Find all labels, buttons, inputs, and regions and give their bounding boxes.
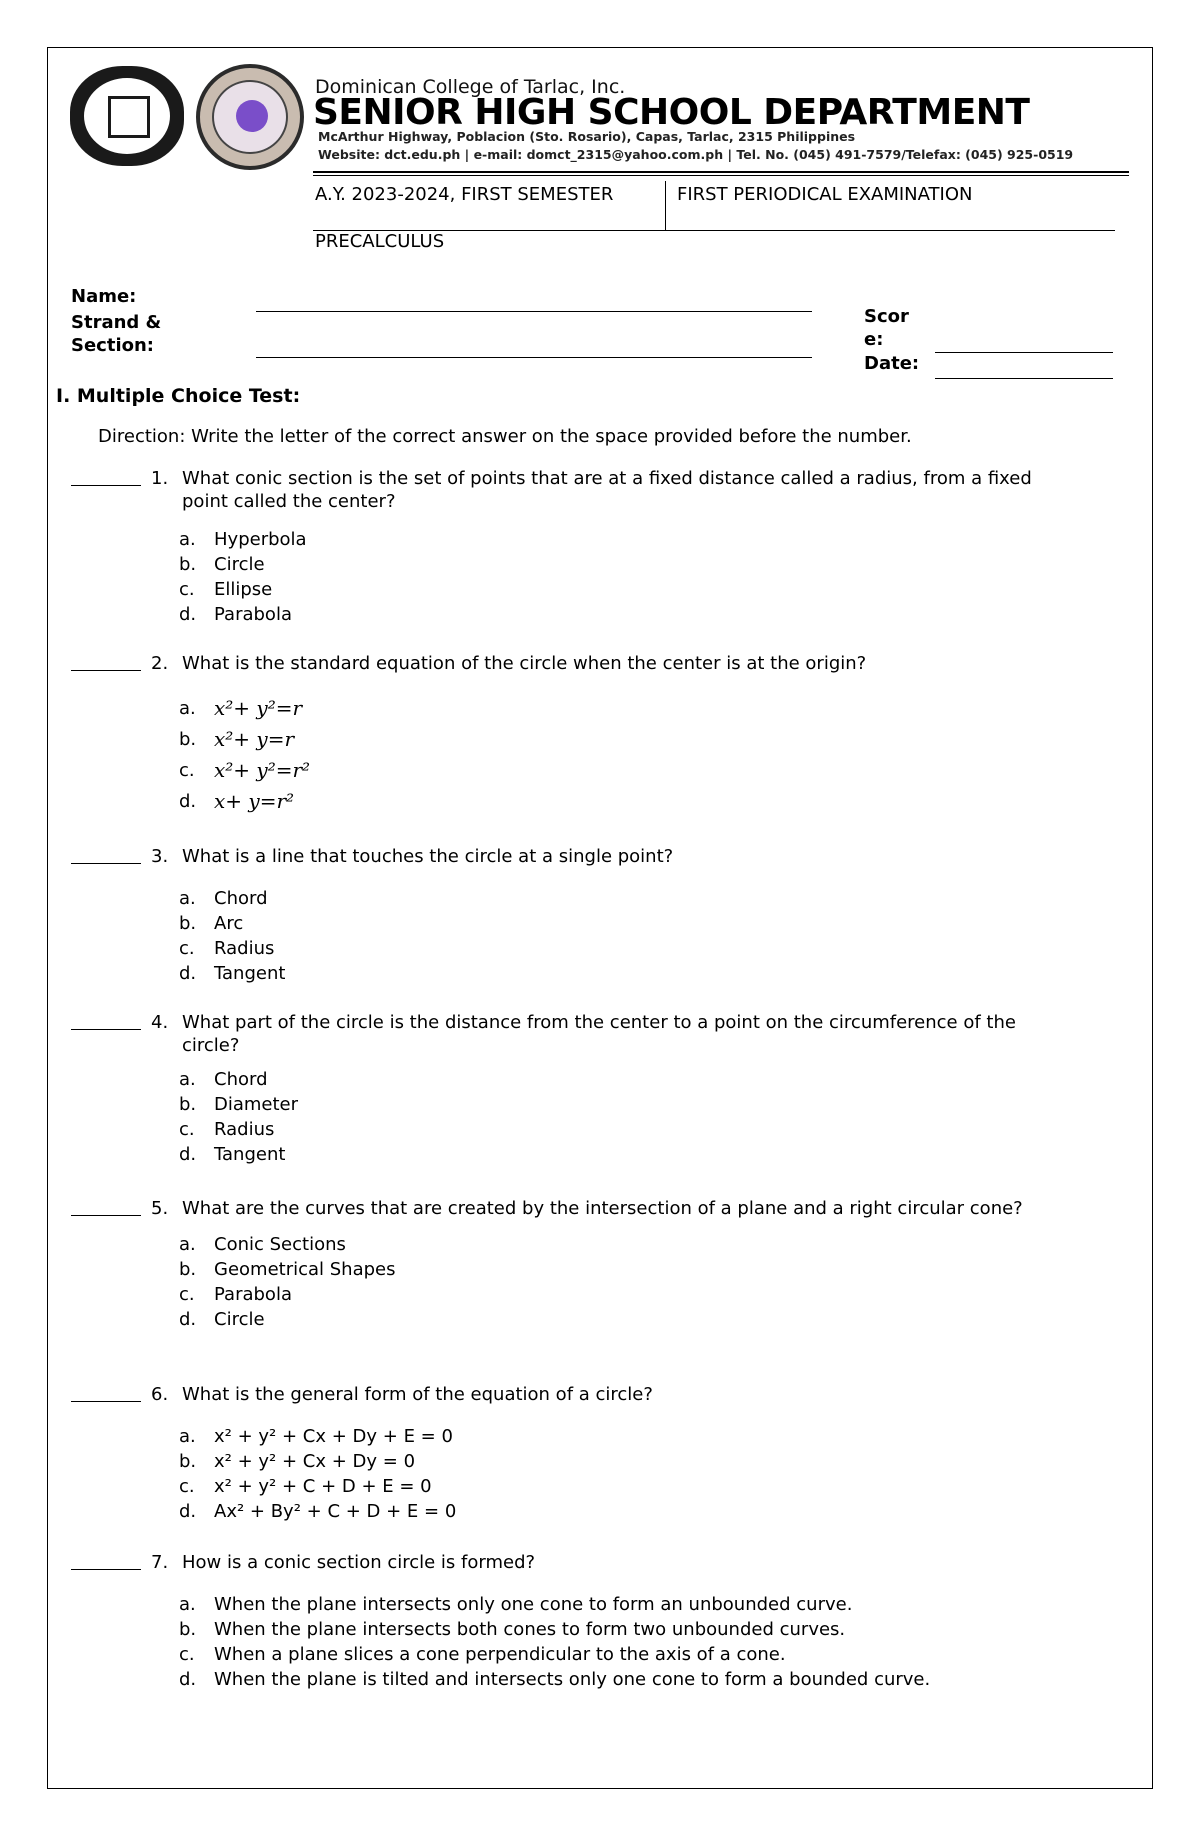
option: d. Tangent [179, 963, 286, 984]
option: a. Chord [179, 888, 268, 909]
question-1 [71, 467, 1111, 627]
shs-seal-logo [196, 64, 304, 170]
academic-year: A.Y. 2023-2024, FIRST SEMESTER [315, 184, 614, 205]
option: c. Radius [179, 1119, 275, 1140]
question-number: 2. [151, 653, 169, 674]
question-4 [71, 1011, 1111, 1167]
direction-text: Direction: Write the letter of the correct answer on the space provided before the number. [98, 426, 912, 447]
exam-title: FIRST PERIODICAL EXAMINATION [677, 184, 973, 205]
option: a. Chord [179, 1069, 268, 1090]
question-number: 4. [151, 1012, 169, 1033]
option: a. Conic Sections [179, 1234, 346, 1255]
college-seal-logo [70, 66, 184, 166]
question-text: What is the general form of the equation of a circle? [182, 1384, 653, 1405]
strand-section-label: Strand & Section: [71, 312, 162, 356]
cross-shield-icon [108, 96, 150, 138]
name-field[interactable] [256, 311, 812, 312]
date-label: Date: [864, 353, 920, 374]
date-field[interactable] [935, 378, 1113, 379]
school-address: McArthur Highway, Poblacion (Sto. Rosario), Capas, Tarlac, 2315 Philippines [318, 129, 856, 144]
option: d. Ax² + By² + C + D + E = 0 [179, 1501, 457, 1522]
answer-blank[interactable] [71, 1215, 141, 1216]
answer-blank[interactable] [71, 1569, 141, 1570]
question-text: What conic section is the set of points that are at a fixed distance called a radius, from a fixed point called the center? [182, 468, 1032, 512]
question-number: 1. [151, 468, 169, 489]
option: b. Geometrical Shapes [179, 1259, 396, 1280]
option: a. x² + y² + Cx + Dy + E = 0 [179, 1426, 453, 1447]
option: d. When the plane is tilted and intersects only one cone to form a bounded curve. [179, 1669, 931, 1690]
answer-blank[interactable] [71, 863, 141, 864]
option: b. x²+ y=r [179, 727, 295, 751]
option: a. x²+ y²=r [179, 696, 303, 720]
option: c. x²+ y²=r² [179, 758, 311, 782]
score-label: Score: [864, 306, 909, 350]
question-text: What part of the circle is the distance from the center to a point on the circumference of the circle? [182, 1012, 1016, 1056]
question-text: How is a conic section circle is formed? [182, 1552, 536, 1573]
option: b. Circle [179, 554, 265, 575]
question-text: What is the standard equation of the circle when the center is at the origin? [182, 653, 867, 674]
school-name: Dominican College of Tarlac, Inc. [315, 76, 626, 98]
score-field[interactable] [935, 352, 1113, 353]
option: c. Radius [179, 938, 275, 959]
option: c. When a plane slices a cone perpendicular to the axis of a cone. [179, 1644, 786, 1665]
strand-section-field[interactable] [256, 357, 812, 358]
option: c. Ellipse [179, 579, 273, 600]
option: d. Parabola [179, 604, 292, 625]
column-divider [665, 181, 666, 230]
question-number: 7. [151, 1552, 169, 1573]
answer-blank[interactable] [71, 670, 141, 671]
option: a. Hyperbola [179, 529, 307, 550]
question-number: 6. [151, 1384, 169, 1405]
question-6 [71, 1383, 1111, 1524]
question-number: 3. [151, 846, 169, 867]
question-2 [71, 652, 1111, 817]
header-divider [313, 171, 1129, 173]
option: d. Circle [179, 1309, 265, 1330]
department-title: SENIOR HIGH SCHOOL DEPARTMENT [313, 92, 1030, 133]
option: b. Diameter [179, 1094, 299, 1115]
question-5 [71, 1197, 1111, 1332]
option: b. x² + y² + Cx + Dy = 0 [179, 1451, 416, 1472]
question-text: What are the curves that are created by the intersection of a plane and a right circular cone? [182, 1198, 1023, 1219]
subject: PRECALCULUS [315, 231, 445, 252]
question-number: 5. [151, 1198, 169, 1219]
question-7 [71, 1551, 1111, 1692]
question-text: What is a line that touches the circle at a single point? [182, 846, 674, 867]
answer-blank[interactable] [71, 1401, 141, 1402]
answer-blank[interactable] [71, 1029, 141, 1030]
name-label: Name: [71, 286, 137, 307]
option: b. Arc [179, 913, 244, 934]
globe-icon [236, 100, 268, 132]
school-contact: Website: dct.edu.ph | e-mail: domct_2315@yahoo.com.ph | Tel. No. (045) 491-7579/Telefax: (045) 925-0519 [318, 147, 1074, 162]
option: c. x² + y² + C + D + E = 0 [179, 1476, 432, 1497]
option: d. Tangent [179, 1144, 286, 1165]
option: b. When the plane intersects both cones to form two unbounded curves. [179, 1619, 846, 1640]
section-title: I. Multiple Choice Test: [56, 385, 301, 407]
header-divider [313, 175, 1129, 176]
option: d. x+ y=r² [179, 789, 295, 813]
question-3 [71, 845, 1111, 986]
option: c. Parabola [179, 1284, 292, 1305]
answer-blank[interactable] [71, 485, 141, 486]
option: a. When the plane intersects only one cone to form an unbounded curve. [179, 1594, 853, 1615]
